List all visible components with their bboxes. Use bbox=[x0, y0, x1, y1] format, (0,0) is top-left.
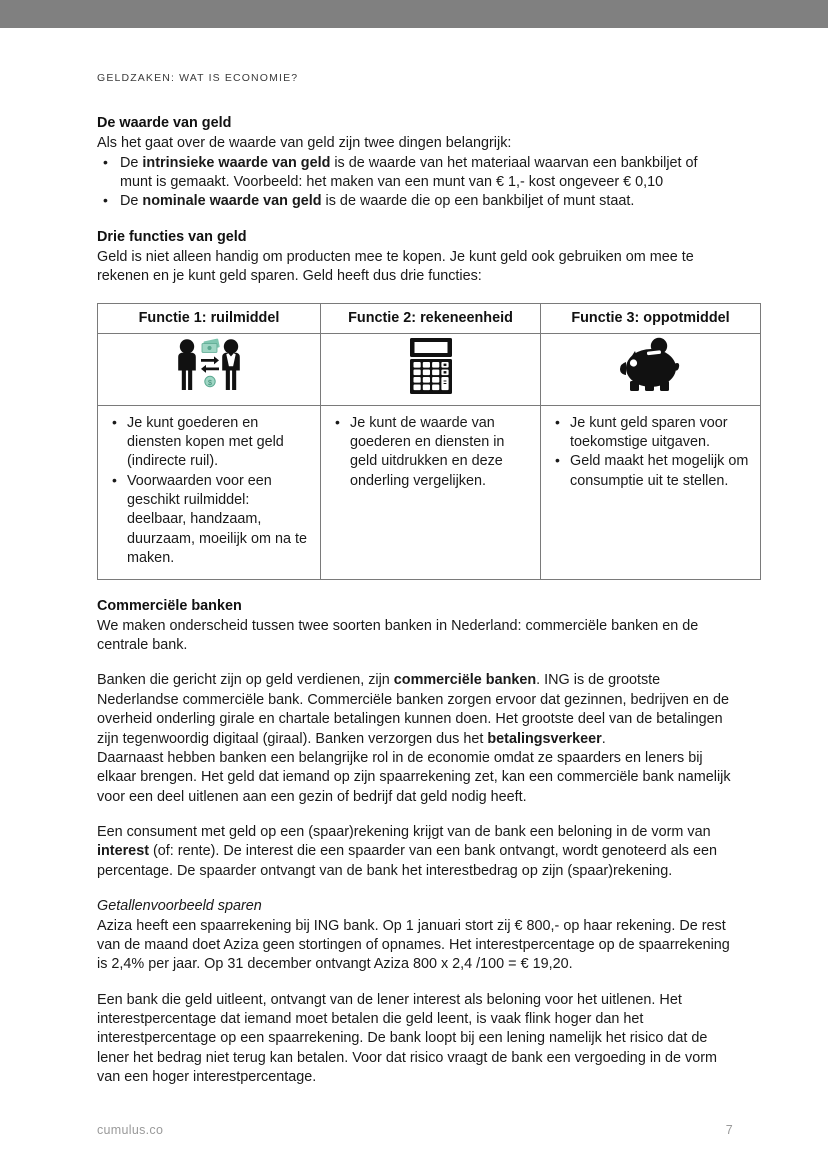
svg-text:$: $ bbox=[208, 379, 212, 387]
text-run: Een consument met geld op een (spaar)rekening krijgt van de bank een beloning in de vorm van bbox=[97, 824, 711, 841]
list-item: • Geld maakt het mogelijk om consumptie uit te stellen. bbox=[543, 452, 752, 491]
table-cell-icon-rekeneenheid bbox=[321, 333, 541, 405]
text-run: Banken die gericht zijn op geld verdienen, zijn bbox=[97, 672, 394, 689]
bullet-text-bold: nominale waarde van geld bbox=[142, 193, 322, 210]
table-header-cell-functie-2: Functie 2: rekeneenheid bbox=[321, 303, 541, 333]
list-item: • Je kunt de waarde van goederen en diensten in geld uitdrukken en deze onderling vergelijken. bbox=[323, 414, 532, 492]
top-accent-bar bbox=[0, 0, 828, 28]
table-cell-icon-oppotmiddel bbox=[541, 333, 761, 405]
list-waarde-van-geld bbox=[97, 154, 733, 212]
table-cell-list-rekeneenheid bbox=[321, 405, 541, 579]
paragraph-commerciele-intro: We maken onderscheid tussen twee soorten banken in Nederland: commerciële banken en de centrale bank. bbox=[97, 617, 699, 654]
table-cell-icon-ruilmiddel bbox=[98, 333, 321, 405]
paragraph-commerciele-4: Een bank die geld uitleent, ontvangt van de lener interest als beloning voor het uitlenen. Het interestpercentage dat iemand moet betalen die geld leent, is vaak flink hoger dan het interestpercentage op een spaarrekening. De bank loopt bij een lening namelijk het risico dat de lener het bedrag niet terug kan betalen. Voor dat risico vraagt de bank een vergoeding in de vorm van een hoger interestpercentage. bbox=[97, 991, 717, 1086]
text-run: (of: rente). De interest die een spaarder van een bank ontvangt, wordt genoteerd als een percentage. De spaarder ontvangt van de bank het interestbedrag op zijn (spaar)rekening. bbox=[97, 843, 717, 879]
bullet-text-bold: intrinsieke waarde van geld bbox=[142, 154, 331, 171]
footer-site-name: cumulus.co bbox=[97, 1123, 164, 1137]
table-header-row bbox=[98, 303, 761, 333]
text-bold-betalingsverkeer: betalingsverkeer bbox=[487, 730, 602, 747]
section-heading-commerciele-banken: Commerciële banken bbox=[97, 597, 242, 614]
list-item: • Voorwaarden voor een geschikt ruilmiddel: deelbaar, handzaam, duurzaam, moeilijk om na te maken. bbox=[100, 472, 312, 569]
list-item bbox=[97, 192, 733, 211]
page-content bbox=[97, 72, 749, 1088]
bullet-text-pre: De bbox=[120, 154, 143, 171]
list-item: • Je kunt goederen en diensten kopen met geld (indirecte ruil). bbox=[100, 414, 312, 472]
table-cell-list-oppotmiddel bbox=[541, 405, 761, 579]
text-run: . ING is de grootste Nederlandse commerciële bank. Commerciële banken zorgen ervoor dat gezinnen, bedrijven en de overheid onderling girale en chartale betalingen kunnen doen. Het grootste deel van de betalingen zijn tegenwoordig digitaal (giraal). Banken verzorgen dus het bbox=[97, 672, 729, 747]
example-heading-getallenvoorbeeld: Getallenvoorbeeld sparen bbox=[97, 898, 262, 915]
footer-page-number: 7 bbox=[725, 1123, 733, 1137]
paragraph-commerciele-1 bbox=[97, 671, 733, 749]
document-page bbox=[0, 28, 828, 1171]
piggy-bank-icon bbox=[618, 382, 684, 399]
bullet-text-post: is de waarde die op een bankbiljet of munt staat. bbox=[321, 193, 635, 210]
table-cell-list-ruilmiddel bbox=[98, 405, 321, 579]
running-head: GELDZAKEN: WAT IS ECONOMIE? bbox=[97, 72, 299, 84]
list-item: • Je kunt geld sparen voor toekomstige uitgaven. bbox=[543, 414, 752, 453]
paragraph-waarde-intro: Als het gaat over de waarde van geld zijn twee dingen belangrijk: bbox=[97, 135, 512, 152]
text-bold-interest: interest bbox=[97, 843, 149, 860]
example-body-getallenvoorbeeld: Aziza heeft een spaarrekening bij ING bank. Op 1 januari stort zij € 800,- op haar rekening. De rest van de maand doet Aziza geen stortingen of opnames. Het interestpercentage op de spaarrekening is 2,4% per jaar. Op 31 december ontvangt Aziza 800 x 2,4 /100 = € 19,20. bbox=[97, 917, 730, 973]
list-item bbox=[97, 154, 733, 193]
paragraph-functies-intro: Geld is niet alleen handig om producten mee te kopen. Je kunt geld ook gebruiken om mee te rekenen en je kunt geld sparen. Geld heeft dus drie functies: bbox=[97, 248, 694, 285]
money-exchange-icon bbox=[172, 379, 246, 399]
section-heading-drie-functies: Drie functies van geld bbox=[97, 228, 247, 245]
table-header-cell-functie-1: Functie 1: ruilmiddel bbox=[98, 303, 321, 333]
table-row-icons bbox=[98, 333, 761, 405]
page-footer bbox=[97, 1123, 733, 1137]
section-heading-waarde-van-geld: De waarde van geld bbox=[97, 115, 232, 131]
paragraph-commerciele-2: Daarnaast hebben banken een belangrijke rol in de economie omdat ze spaarders en leners bij elkaar brengen. Het geld dat iemand op zijn spaarrekening zet, kan een commerciële bank namelijk voor een deel uitlenen aan een gezin of bedrijf dat geld nodig heeft. bbox=[97, 749, 731, 805]
text-run: . bbox=[601, 730, 606, 747]
table-row-bullets bbox=[98, 405, 761, 579]
table-header-cell-functie-3: Functie 3: oppotmiddel bbox=[541, 303, 761, 333]
table-drie-functies bbox=[97, 303, 761, 580]
bullet-text-post: is de waarde van het materiaal waarvan een bankbiljet of munt is gemaakt. Voorbeeld: het maken van een munt van € 1,- kost ongeveer € 0,10 bbox=[120, 154, 698, 190]
paragraph-commerciele-3 bbox=[97, 823, 733, 881]
bullet-text-pre: De bbox=[120, 193, 143, 210]
calculator-icon bbox=[408, 382, 454, 399]
text-bold-commerciele-banken: commerciële banken bbox=[393, 672, 537, 689]
